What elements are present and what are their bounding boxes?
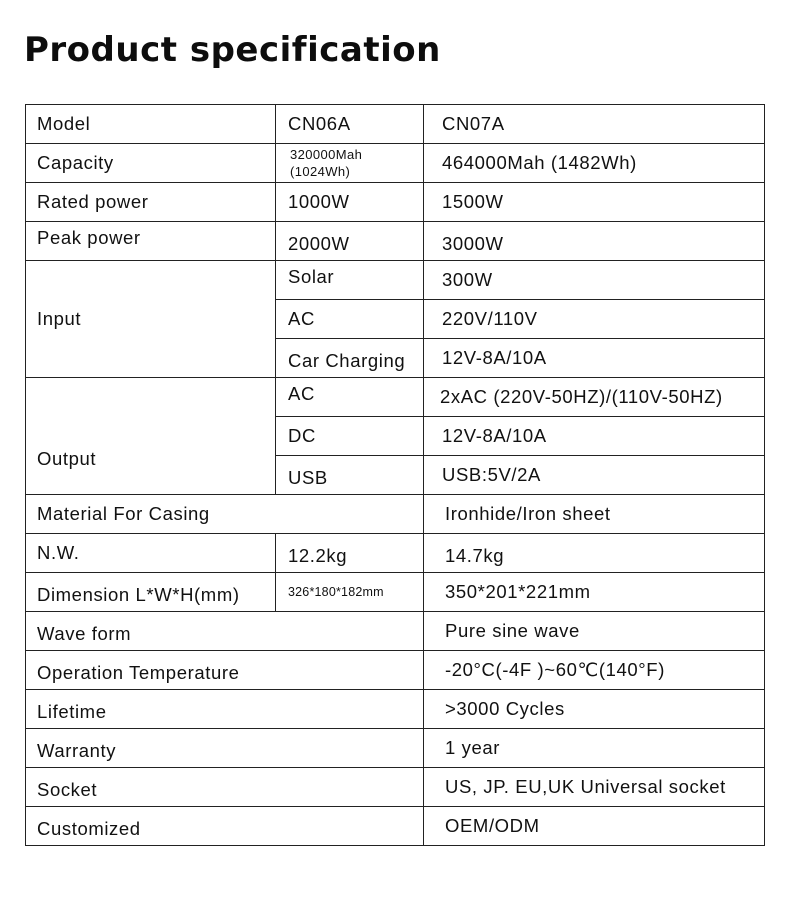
cn07a-value: 464000Mah (1482Wh) [424,144,765,183]
table-row-socket [26,768,765,807]
cn06a-value [276,144,424,183]
row-label: Rated power [26,183,276,222]
cn07a-value: 14.7kg [424,534,765,573]
warranty-value: 1 year [424,729,765,768]
row-label-input: Input [26,261,276,378]
table-row-peak-power [26,222,765,261]
input-car-label: Car Charging [276,339,424,378]
capacity-mah: 320000Mah [290,147,363,162]
output-dc-value: 12V-8A/10A [424,417,765,456]
input-ac-value: 220V/110V [424,300,765,339]
input-car-value: 12V-8A/10A [424,339,765,378]
specification-table [25,104,765,846]
page-title: Product specification [24,30,441,70]
socket-value: US, JP. EU,UK Universal socket [424,768,765,807]
table-row-capacity [26,144,765,183]
cn06a-value: 326*180*182mm [276,573,424,612]
cn06a-value: 12.2kg [276,534,424,573]
table-row-operation-temperature [26,651,765,690]
row-label: Capacity [26,144,276,183]
output-usb-value: USB:5V/2A [424,456,765,495]
cn07a-value: CN07A [424,105,765,144]
table-row-wave-form [26,612,765,651]
output-ac-label: AC [276,378,424,417]
table-row-output-ac [26,378,765,417]
table-row-nw [26,534,765,573]
material-value: Ironhide/Iron sheet [424,495,765,534]
table-row-dimension [26,573,765,612]
wave-value: Pure sine wave [424,612,765,651]
input-solar-label: Solar [276,261,424,300]
row-label: Customized [26,807,424,846]
row-label: Lifetime [26,690,424,729]
table-row-customized [26,807,765,846]
input-solar-value: 300W [424,261,765,300]
row-label: Socket [26,768,424,807]
table-row-input-solar [26,261,765,300]
cn06a-value: 2000W [276,222,424,261]
output-usb-label: USB [276,456,424,495]
row-label: Dimension L*W*H(mm) [26,573,276,612]
cn06a-value: 1000W [276,183,424,222]
output-ac-value: 2xAC (220V-50HZ)/(110V-50HZ) [424,378,765,417]
customized-value: OEM/ODM [424,807,765,846]
row-label-output: Output [26,378,276,495]
row-label: Warranty [26,729,424,768]
cn07a-value: 1500W [424,183,765,222]
temperature-value: -20°C(-4F )~60℃(140°F) [424,651,765,690]
cn06a-value: CN06A [276,105,424,144]
table-row-lifetime [26,690,765,729]
table-row-material [26,495,765,534]
cn07a-value: 350*201*221mm [424,573,765,612]
row-label: Peak power [26,222,276,261]
output-dc-label: DC [276,417,424,456]
row-label: Model [26,105,276,144]
table-row-rated-power [26,183,765,222]
table-row-model [26,105,765,144]
table-row-warranty [26,729,765,768]
row-label: N.W. [26,534,276,573]
row-label: Material For Casing [26,495,424,534]
row-label: Operation Temperature [26,651,424,690]
capacity-wh: (1024Wh) [290,164,351,179]
cn07a-value: 3000W [424,222,765,261]
lifetime-value: >3000 Cycles [424,690,765,729]
row-label: Wave form [26,612,424,651]
input-ac-label: AC [276,300,424,339]
